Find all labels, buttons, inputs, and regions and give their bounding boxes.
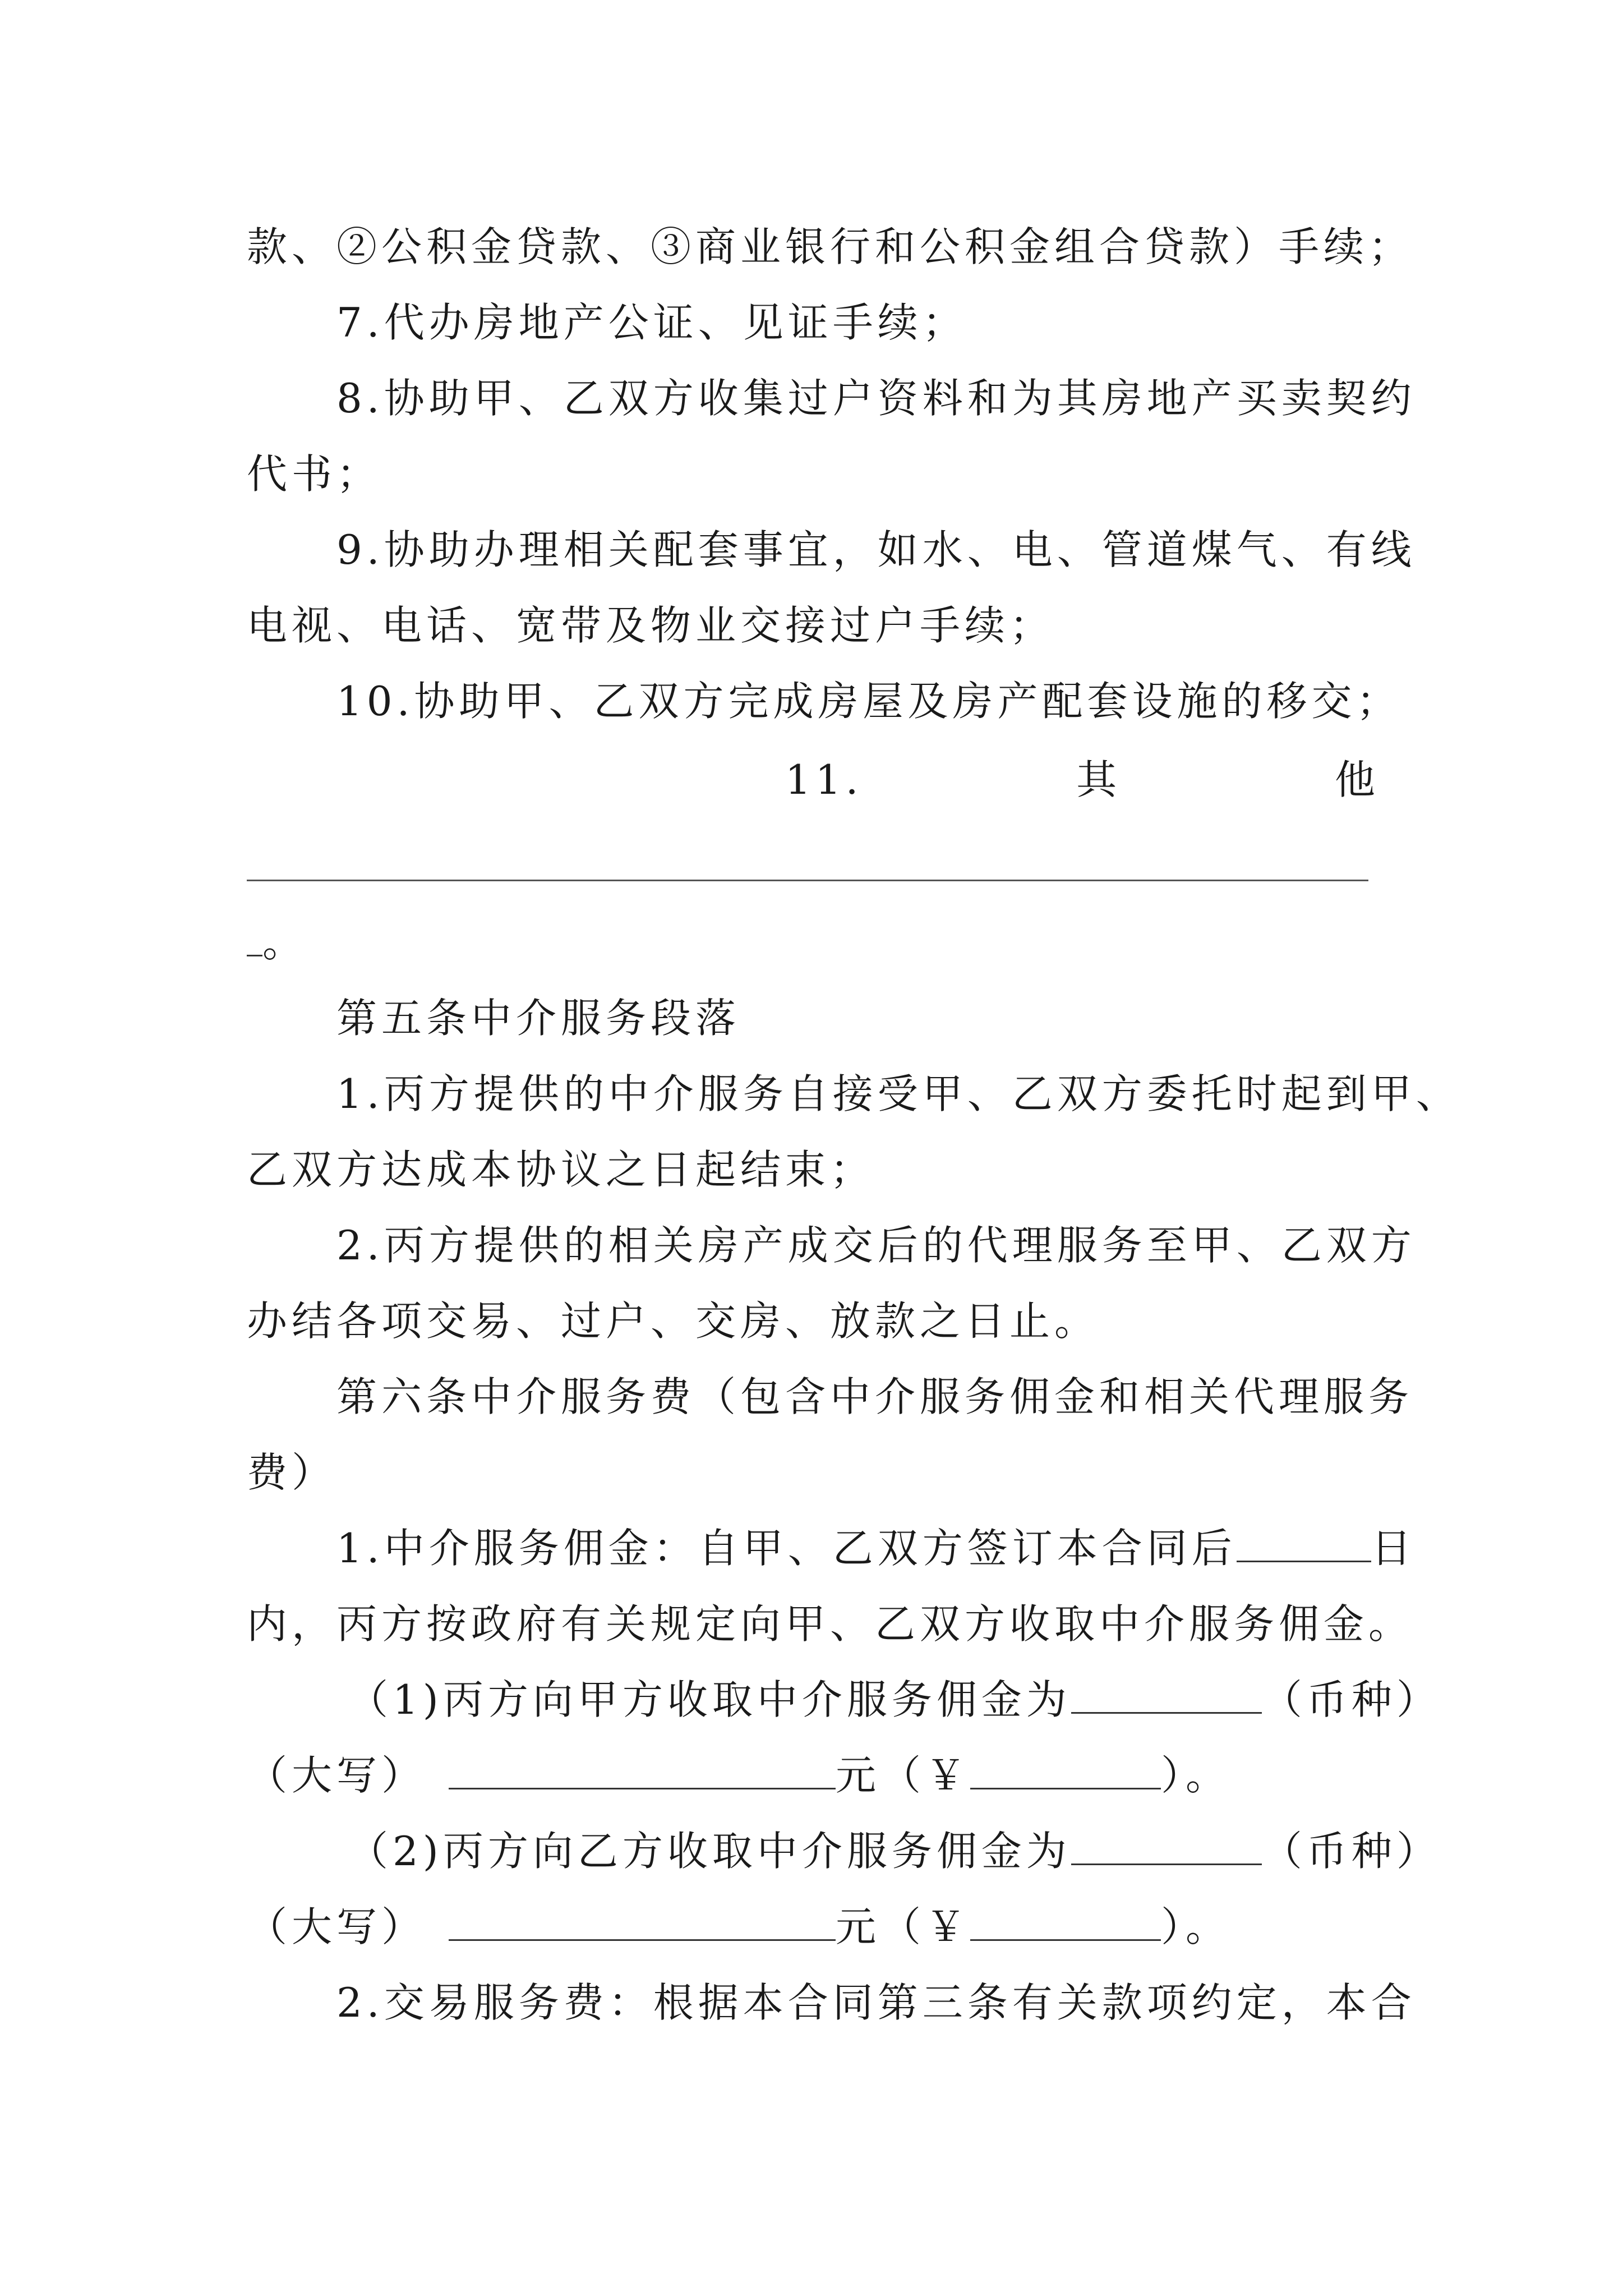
fill-in-line [247,880,1368,881]
text-line: 乙双方达成本协议之日起结束； [247,1146,875,1193]
text-line: 款、②公积金贷款、③商业银行和公积金组合贷款）手续； [247,223,1414,270]
section-heading: 第五条中介服务段落 [336,995,741,1042]
text-line [348,1672,1441,1728]
text-span: ）。 [1161,1903,1231,1950]
text-span: 元（￥ [836,1903,971,1950]
text-line: 电视、电话、宽带及物业交接过户手续； [247,602,1055,649]
text-line [247,1899,1380,1955]
amount-words-blank [449,1747,836,1789]
text-line: 内，丙方按政府有关规定向甲、乙双方收取中介服务佣金。 [247,1600,1414,1648]
text-line: 办结各项交易、过户、交房、放款之日止。 [247,1297,1100,1345]
amount-words-blank [449,1899,836,1941]
fill-in-blank [247,914,262,956]
text-line: 2.交易服务费：根据本合同第三条有关款项约定，本合 [336,1979,1416,2026]
text-line: 9.协助办理相关配套事宜，如水、电、管道煤气、有线 [336,526,1416,573]
text-line [348,1823,1441,1879]
text-span: （大写） [247,1903,427,1950]
text-span: 日 [1371,1525,1416,1572]
text-span: （1)丙方向甲方收取中介服务佣金为 [348,1676,1071,1723]
text-span: （大写） [247,1752,427,1799]
days-blank [1237,1520,1371,1562]
currency-blank [1071,1823,1262,1865]
text-line: 10.协助甲、乙双方完成房屋及房产配套设施的移交； [336,678,1401,725]
text-span: ）。 [1161,1752,1231,1799]
currency-blank [1071,1672,1262,1714]
text-line: 8.协助甲、乙双方收集过户资料和为其房地产买卖契约 [336,375,1416,422]
spread-char: 其 [1076,756,1122,803]
item-number: 11. [785,756,863,803]
text-span: 1.中介服务佣金：自甲、乙双方签订本合同后 [336,1525,1237,1572]
text-line [247,1747,1380,1803]
amount-figure-blank [970,1899,1161,1941]
period: 。 [262,919,308,966]
text-span: 元（￥ [836,1752,971,1799]
text-span: （币种） [1261,1676,1441,1723]
text-span: （币种） [1261,1828,1441,1875]
text-line: 代书； [247,450,382,498]
text-line: 7.代办房地产公证、见证手续； [336,299,967,346]
text-line: 2.丙方提供的相关房产成交后的代理服务至甲、乙双方 [336,1222,1416,1269]
text-span: （2)丙方向乙方收取中介服务佣金为 [348,1828,1071,1875]
spread-char: 他 [1334,756,1380,803]
text-line: 费） [247,1449,337,1496]
text-line [247,914,1380,970]
amount-figure-blank [970,1747,1161,1789]
section-heading: 第六条中介服务费（包含中介服务佣金和相关代理服务 [336,1373,1414,1420]
text-line [336,1520,1416,1576]
text-line: 1.丙方提供的中介服务自接受甲、乙双方委托时起到甲、 [336,1070,1461,1117]
text-line-spread [247,752,1380,808]
